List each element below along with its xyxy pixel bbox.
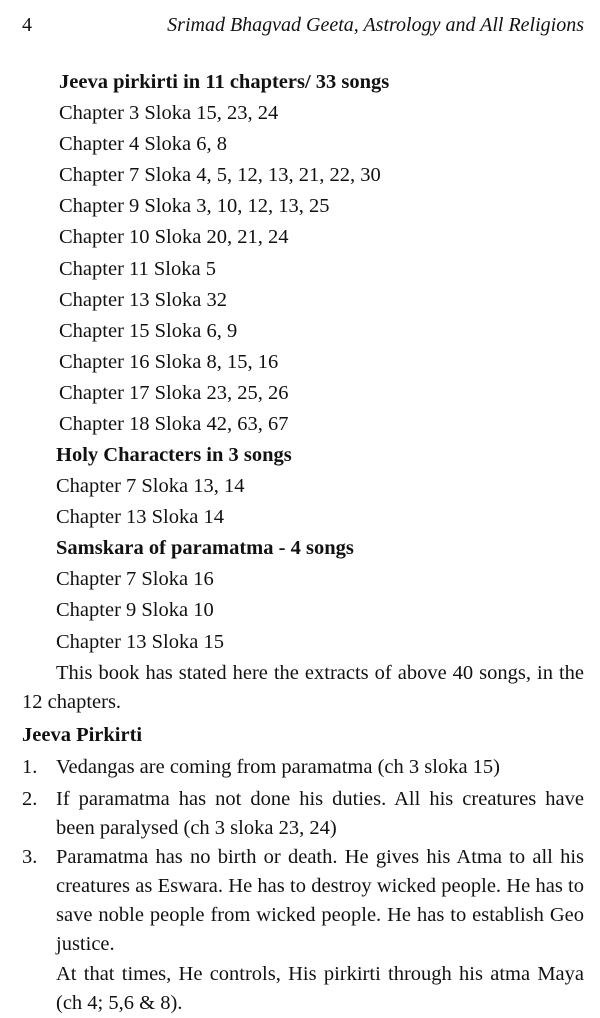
list-item: Chapter 9 Sloka 3, 10, 12, 13, 25 [59,195,330,218]
list-item: Chapter 3 Sloka 15, 23, 24 [59,102,279,125]
list-item: Chapter 13 Sloka 14 [56,506,224,529]
list-item: Chapter 11 Sloka 5 [59,257,216,280]
item-text: If paramatma has not done his duties. All his creatures have been paralysed (ch 3 sloka 23, 24) [56,788,584,839]
item-text: Paramatma has no birth or death. He gives his Atma to all his creatures as Eswara. He has to destroy wicked people. He has to save noble people from wicked people. He has to establish Geo justice. [56,846,584,955]
list-item: Chapter 7 Sloka 13, 14 [56,475,245,498]
section-heading: Holy Characters in 3 songs [56,444,292,466]
list-item: Chapter 15 Sloka 6, 9 [59,319,238,342]
item-3-continuation: At that times, He controls, His pirkirti through his atma Maya (ch 4; 5,6 & 8). [56,963,584,1014]
list-item: Chapter 16 Sloka 8, 15, 16 [59,350,279,373]
list-item: Chapter 9 Sloka 10 [56,599,214,622]
section-holy-and-samskara [0,440,600,658]
item-number: 1. [22,756,38,778]
list-item: Chapter 4 Sloka 6, 8 [59,133,227,156]
list-item: Chapter 13 Sloka 15 [56,630,224,653]
section-heading: Jeeva pirkirti in 11 chapters/ 33 songs [59,71,390,93]
numbered-item-2 [22,785,584,843]
list-item: Chapter 7 Sloka 16 [56,568,214,591]
running-title: Srimad Bhagvad Geeta, Astrology and All Religions [167,14,584,36]
item-text: Vedangas are coming from paramatma (ch 3 sloka 15) [56,756,501,778]
item-number: 2. [22,788,38,810]
section-jeeva-pirkirti-chapters [0,67,600,440]
jeeva-pirkirti-heading: Jeeva Pirkirti [22,724,143,746]
list-item: Chapter 17 Sloka 23, 25, 26 [59,381,289,404]
numbered-item-1 [22,753,584,782]
numbered-item-3 [22,843,584,959]
item-number: 3. [22,846,38,868]
section-heading: Samskara of paramatma - 4 songs [56,537,354,560]
summary-paragraph: This book has stated here the extracts of above 40 songs, in the 12 chapters. [22,662,584,713]
list-item: Chapter 10 Sloka 20, 21, 24 [59,226,289,249]
list-item: Chapter 18 Sloka 42, 63, 67 [59,413,289,436]
list-item: Chapter 7 Sloka 4, 5, 12, 13, 21, 22, 30 [59,164,381,187]
page-number: 4 [22,14,32,36]
list-item: Chapter 13 Sloka 32 [59,288,227,311]
running-header [22,14,584,40]
